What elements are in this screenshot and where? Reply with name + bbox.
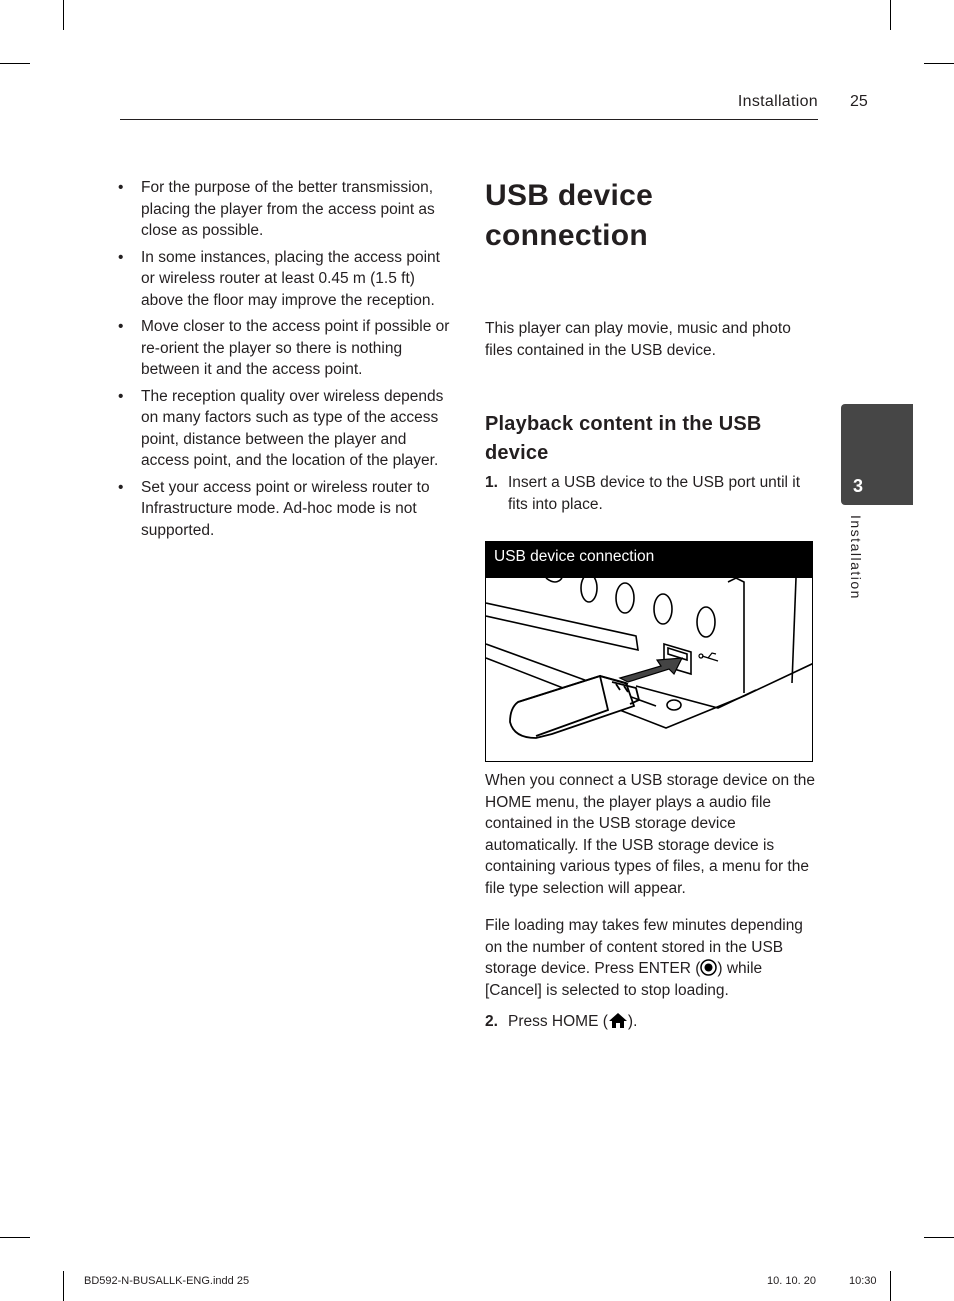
bullet-icon: • bbox=[118, 478, 124, 496]
insert-arrow-icon bbox=[620, 658, 682, 682]
enter-button-icon bbox=[700, 959, 717, 976]
left-column bbox=[118, 177, 458, 546]
crop-mark bbox=[0, 63, 30, 64]
subheading: Playback content in the USB device bbox=[485, 413, 762, 464]
paragraph-loading: File loading may takes few minutes depending on the number of content stored in the USB storage device. Press ENTER ( ) while [Cancel] is selected to stop loading. bbox=[485, 917, 803, 999]
usb-symbol-icon bbox=[699, 653, 718, 661]
bullet-icon: • bbox=[118, 248, 124, 266]
crop-mark bbox=[890, 0, 891, 30]
usb-connection-figure bbox=[485, 541, 813, 762]
intro-paragraph: This player can play movie, music and photo files contained in the USB device. bbox=[485, 320, 791, 359]
section-title: USB device connection bbox=[485, 179, 654, 252]
bullet-icon: • bbox=[118, 179, 124, 196]
step-2: 2. Press HOME ( ). bbox=[485, 1011, 817, 1033]
tips-list bbox=[118, 177, 458, 541]
list-item: • Set your access point or wireless router to Infrastructure mode. Ad-hoc mode is not supported. bbox=[118, 478, 430, 539]
footer-date: 10. 10. 20 bbox=[767, 1275, 816, 1287]
crop-mark bbox=[924, 63, 954, 64]
step-number: 2. bbox=[485, 1013, 498, 1030]
header-rule bbox=[120, 119, 818, 120]
list-item: • In some instances, placing the access point or wireless router at least 0.45 m (1.5 ft) above the floor may improve the reception. bbox=[118, 248, 440, 309]
page-number: 25 bbox=[850, 93, 868, 110]
chapter-label: Installation bbox=[848, 515, 864, 600]
crop-mark bbox=[63, 0, 64, 30]
footer-file-name: BD592-N-BUSALLK-ENG.indd 25 bbox=[84, 1275, 250, 1287]
paragraph-autoplay: When you connect a USB storage device on the HOME menu, the player plays a audio file contained in the USB storage device automatically. If the USB storage device is containing various types of files, a menu for the file type selection will appear. bbox=[485, 772, 816, 897]
home-icon bbox=[608, 1012, 628, 1029]
usb-illustration bbox=[486, 578, 813, 762]
bullet-icon: • bbox=[118, 318, 124, 335]
crop-mark bbox=[63, 1271, 64, 1301]
chapter-tab bbox=[841, 404, 913, 505]
list-item: • For the purpose of the better transmission, placing the player from the access point as close as possible. bbox=[118, 179, 435, 239]
crop-mark bbox=[924, 1237, 954, 1238]
step-text: Insert a USB device to the USB port until it fits into place. bbox=[508, 474, 801, 513]
running-header-section: Installation bbox=[737, 93, 818, 110]
footer-time: 10:30 bbox=[849, 1275, 877, 1287]
chapter-number: 3 bbox=[853, 476, 864, 496]
crop-mark bbox=[890, 1271, 891, 1301]
list-item: • Move closer to the access point if possible or re-orient the player so there is nothing between it and the access point. bbox=[118, 318, 450, 378]
step-number: 1. bbox=[485, 474, 498, 491]
crop-mark bbox=[0, 1237, 30, 1238]
bullet-icon: • bbox=[118, 387, 124, 405]
usb-stick-icon bbox=[510, 676, 639, 738]
list-item: • The reception quality over wireless depends on many factors such as type of the access point, distance between the player and access point, and the location of the player. bbox=[118, 387, 444, 469]
step-1 bbox=[485, 472, 817, 515]
right-column bbox=[485, 176, 817, 1033]
figure-caption: USB device connection bbox=[486, 542, 812, 578]
